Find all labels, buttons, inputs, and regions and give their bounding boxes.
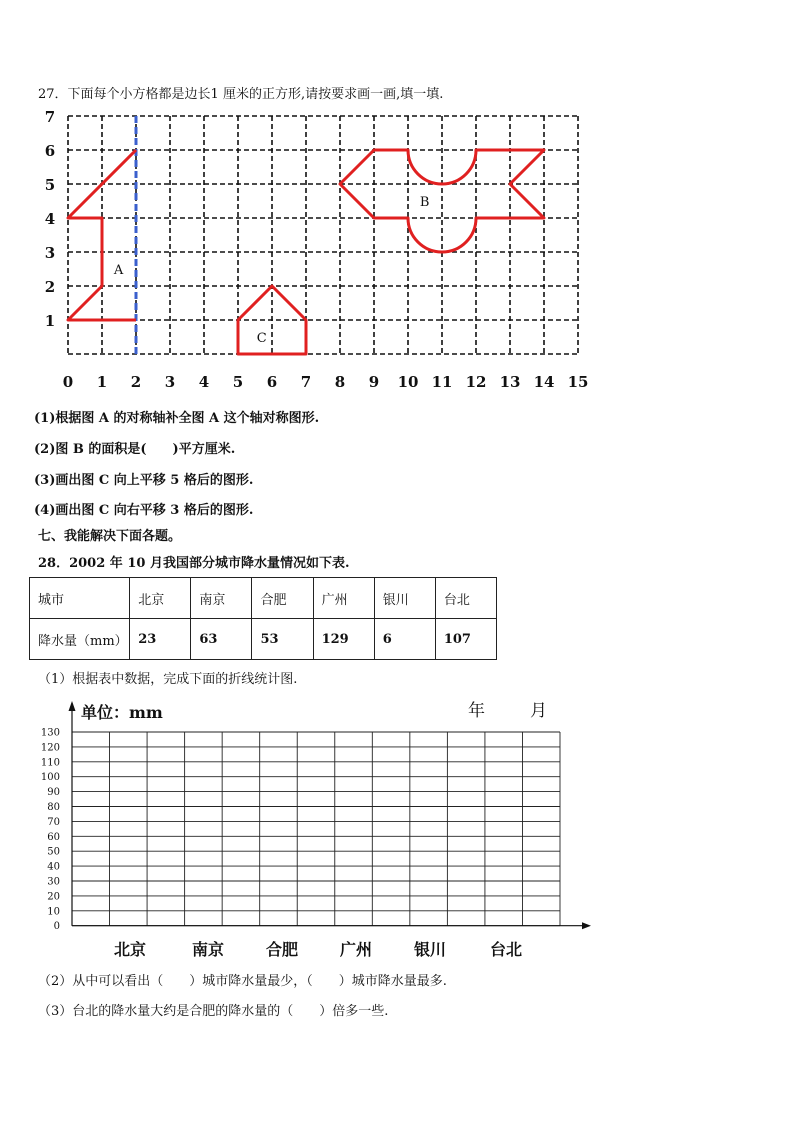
chart-y-tick-label: 120 (40, 742, 60, 754)
x-tick-label: 0 (62, 373, 74, 391)
x-tick-label: 11 (431, 373, 453, 391)
shape-a-label: A (113, 263, 124, 278)
blank-line-chart-grid (30, 695, 600, 965)
table-cell: 129 (313, 619, 374, 660)
q28-sub3: （3）台北的降水量大约是合肥的降水量的（ ）倍多一些. (38, 1004, 389, 1019)
table-cell: 合肥 (252, 578, 313, 619)
chart-year-label: 年 (468, 701, 485, 721)
q28-title: 28．2002 年 10 月我国部分城市降水量情况如下表. (38, 556, 350, 571)
chart-y-tick-label: 100 (40, 772, 60, 784)
chart-y-tick-label: 20 (47, 891, 60, 903)
chart-city-label: 广州 (339, 940, 373, 959)
x-tick-label: 10 (397, 373, 419, 391)
x-tick-label: 13 (499, 373, 521, 391)
x-tick-label: 6 (266, 373, 278, 391)
y-tick-label: 5 (44, 176, 56, 194)
table-cell: 降水量（mm） (30, 619, 130, 660)
chart-grid-lines (72, 732, 560, 926)
q28-sub2: （2）从中可以看出（ ）城市降水量最少，（ ）城市降水量最多. (38, 974, 447, 989)
chart-city-labels (114, 940, 522, 959)
x-tick-label: 1 (96, 373, 108, 391)
y-tick-label: 3 (44, 244, 56, 262)
dashed-grid (68, 116, 578, 354)
chart-y-tick-label: 40 (47, 861, 60, 873)
chart-y-tick-label: 80 (47, 802, 60, 813)
table-cell: 台北 (435, 578, 496, 619)
x-tick-label: 3 (164, 373, 176, 391)
rainfall-table (29, 577, 497, 660)
chart-y-tick-label: 60 (47, 831, 60, 843)
chart-y-tick-label: 50 (47, 846, 60, 858)
chart-y-tick-label: 0 (53, 921, 60, 933)
chart-city-label: 南京 (191, 940, 225, 959)
chart-y-tick-label: 70 (47, 816, 60, 828)
chart-y-tick-label: 110 (40, 757, 60, 769)
y-tick-label: 1 (44, 312, 56, 330)
q27-sub4: (4)画出图 C 向右平移 3 格后的图形. (34, 503, 254, 518)
table-cell: 23 (130, 619, 191, 660)
x-tick-label: 9 (368, 373, 380, 391)
x-tick-label: 14 (533, 373, 555, 391)
q27-grid-figure (30, 105, 610, 395)
y-tick-label: 2 (44, 278, 56, 296)
chart-unit-label: 单位：mm (81, 703, 163, 722)
x-tick-label: 7 (300, 373, 312, 391)
q27-sub2: (2)图 B 的面积是( )平方厘米. (34, 442, 236, 457)
table-cell: 53 (252, 619, 313, 660)
table-cell: 6 (374, 619, 435, 660)
x-tick-label: 8 (334, 373, 346, 391)
shape-b-label: B (419, 195, 430, 210)
x-axis-arrow (582, 922, 591, 929)
table-cell: 城市 (30, 578, 130, 619)
x-tick-label: 5 (232, 373, 244, 391)
q28-sub1: （1）根据表中数据，完成下面的折线统计图. (38, 672, 298, 687)
chart-y-tick-label: 30 (47, 876, 60, 888)
chart-y-tick-labels (41, 728, 60, 933)
table-cell: 广州 (313, 578, 374, 619)
chart-y-tick-label: 90 (47, 787, 60, 799)
y-tick-label: 7 (44, 108, 56, 126)
x-tick-label: 4 (198, 373, 210, 391)
q27-sub3: (3)画出图 C 向上平移 5 格后的图形. (34, 473, 254, 488)
x-tick-label: 12 (465, 373, 487, 391)
table-cell: 63 (191, 619, 252, 660)
chart-city-label: 北京 (113, 940, 147, 959)
chart-y-tick-label: 10 (47, 906, 60, 918)
table-cell: 107 (435, 619, 496, 660)
x-tick-label: 2 (130, 373, 142, 391)
chart-y-tick-label: 130 (40, 727, 60, 739)
section-7-heading: 七、我能解决下面各题。 (38, 529, 182, 544)
table-cell: 北京 (130, 578, 191, 619)
chart-city-label: 银川 (413, 940, 447, 959)
q27-title: 27．下面每个小方格都是边长1 厘米的正方形,请按要求画一画,填一填. (38, 87, 444, 102)
q27-sub1: (1)根据图 A 的对称轴补全图 A 这个轴对称图形. (34, 411, 320, 426)
table-cell: 南京 (191, 578, 252, 619)
y-axis-arrow (69, 701, 76, 711)
table-row (30, 619, 497, 660)
chart-city-label: 台北 (489, 940, 523, 959)
y-tick-label: 4 (44, 210, 56, 228)
x-tick-label: 15 (567, 373, 589, 391)
table-cell: 银川 (374, 578, 435, 619)
shape-c-label: C (256, 331, 267, 346)
chart-month-label: 月 (530, 701, 547, 721)
table-row (30, 578, 497, 619)
y-tick-label: 6 (44, 142, 56, 160)
chart-city-label: 合肥 (265, 940, 299, 959)
